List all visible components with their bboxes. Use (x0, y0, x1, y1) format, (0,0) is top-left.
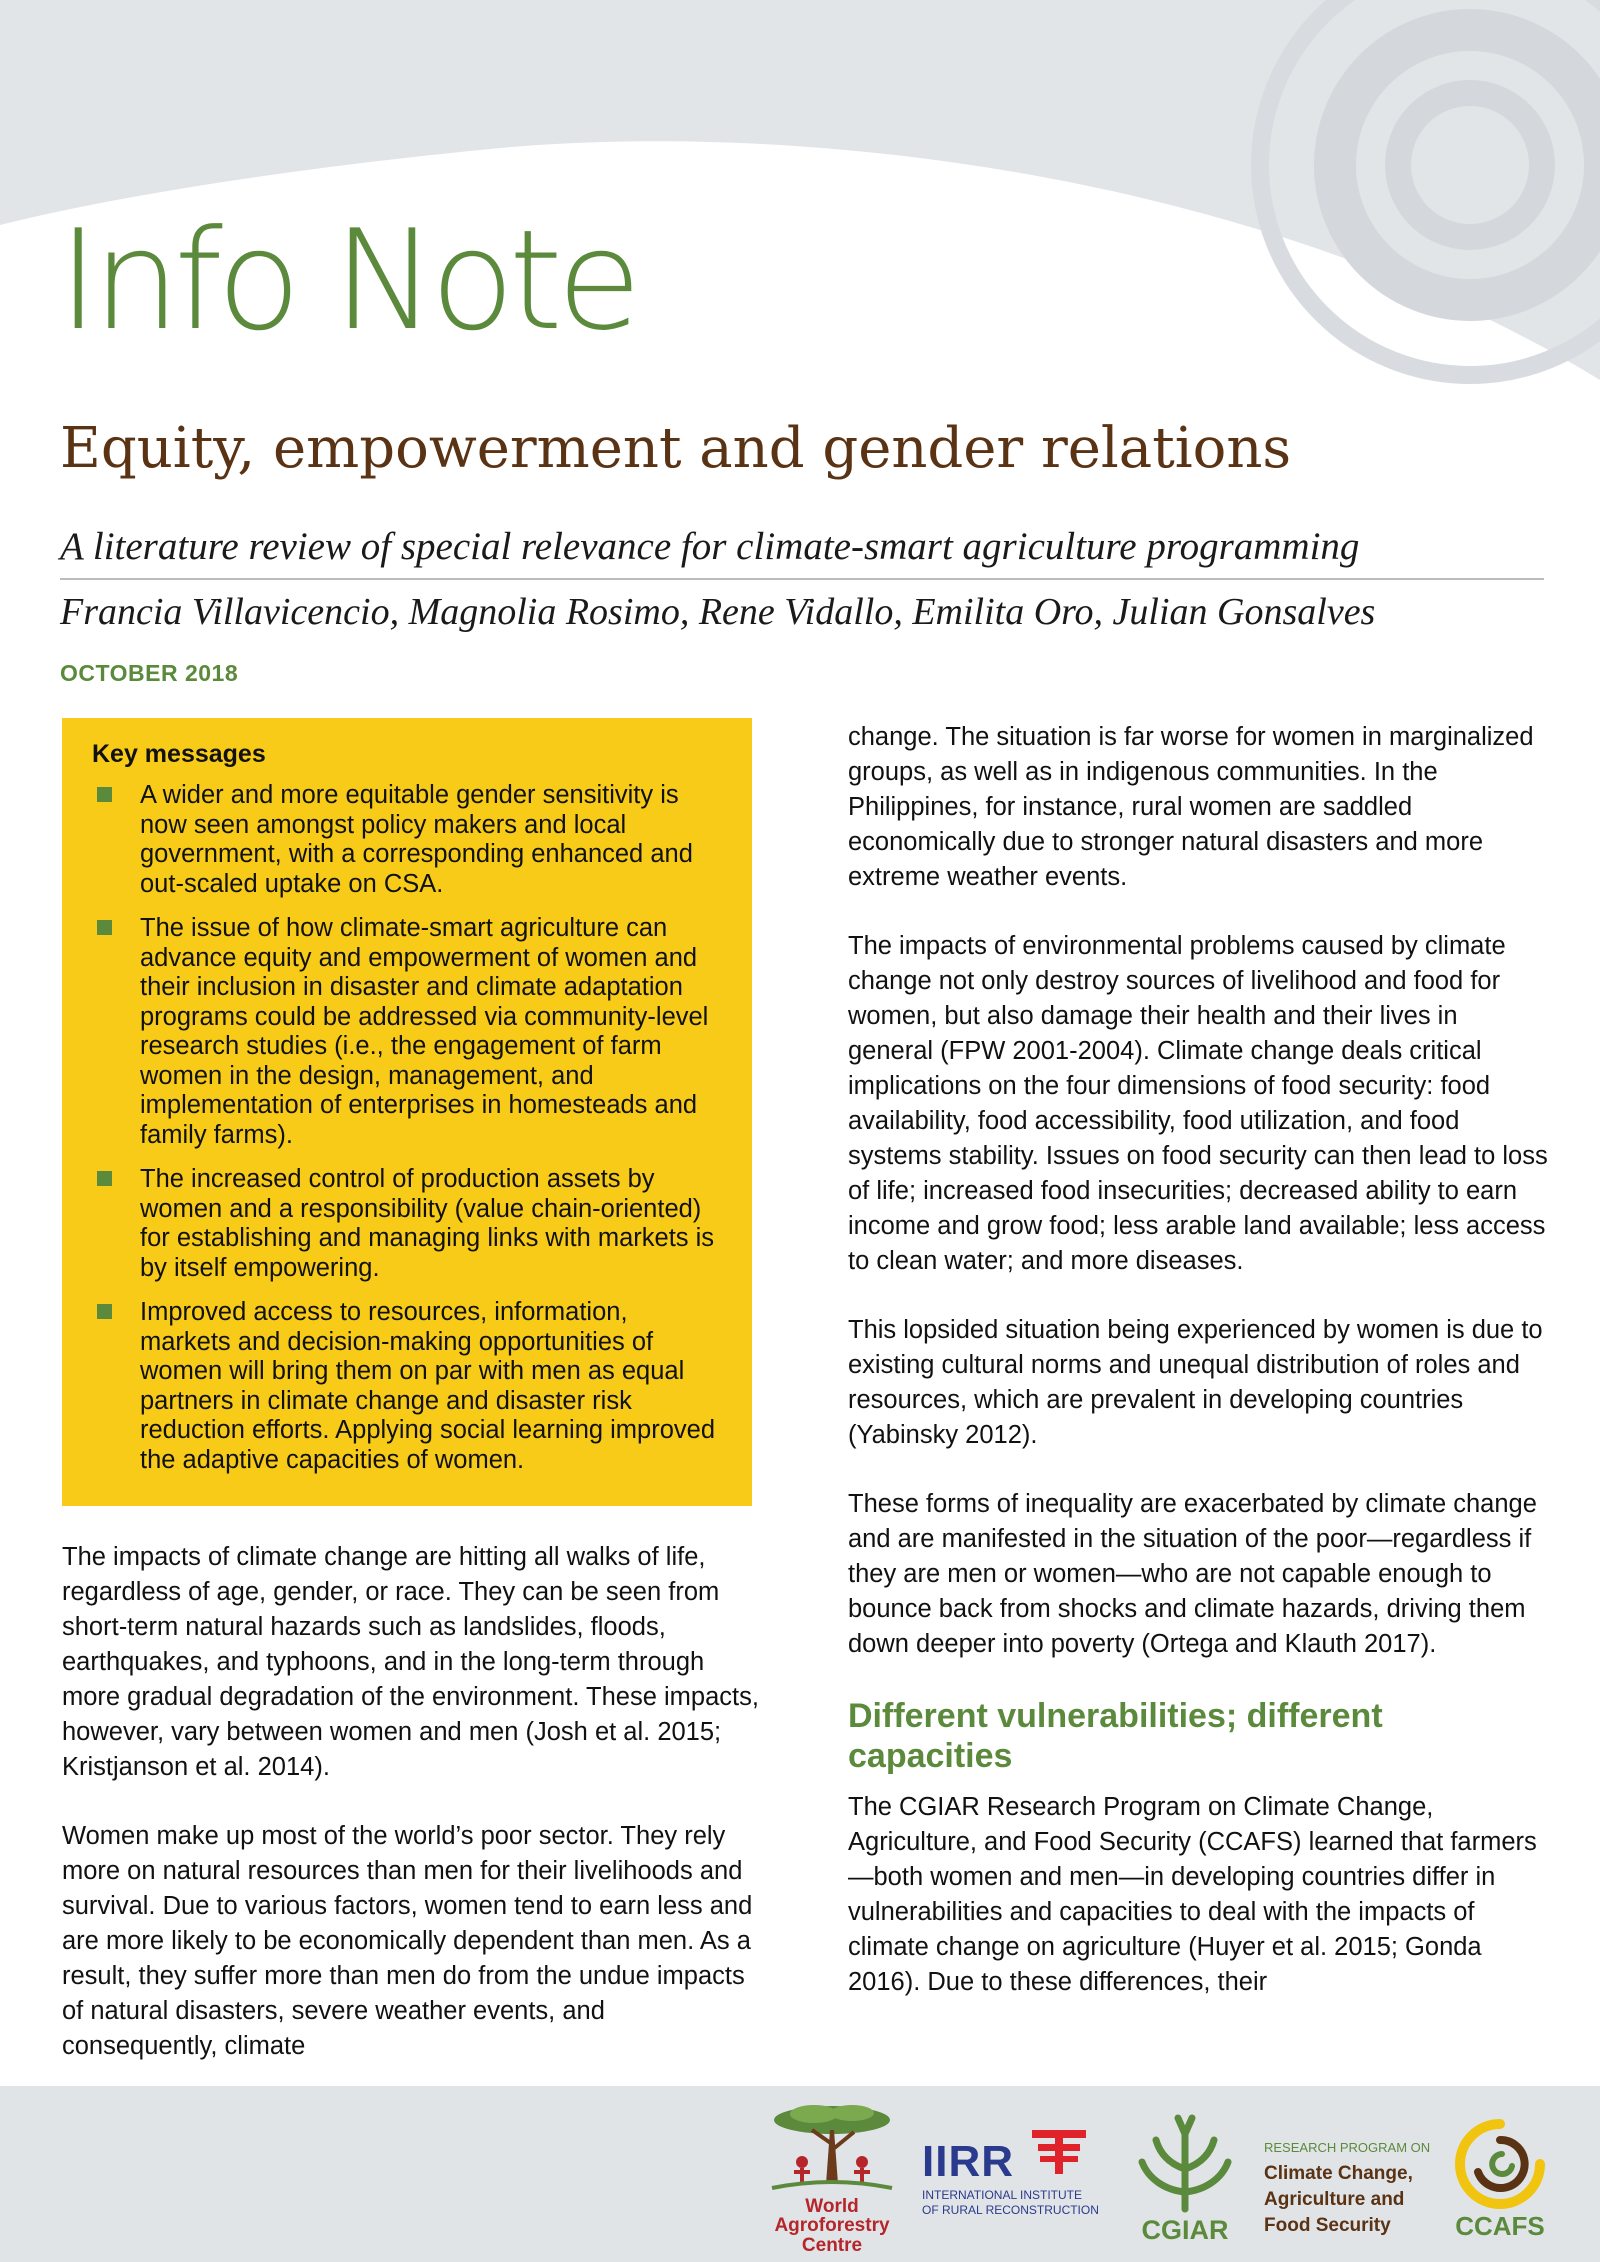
page-title: Equity, empowerment and gender relations (60, 416, 1292, 481)
cgiar-logo (1130, 2114, 1240, 2246)
ccafs-swirl-icon (1450, 2114, 1550, 2212)
right-column (848, 720, 1548, 2000)
body-paragraph: The impacts of climate change are hitting all walks of life, regardless of age, gender, or race. They can be seen from short-term natural hazards such as landslides, floods, earthquakes, and typhoons, and in the long-term through more gradual degradation of the environment. These impacts, however, vary between women and men (Josh et al. 2015; Kristjanson et al. 2014). (62, 1543, 759, 1781)
cgiar-plant-icon (1130, 2114, 1240, 2214)
cgiar-label: CGIAR (1141, 2215, 1229, 2245)
footer-logo-bar (0, 2086, 1600, 2262)
body-paragraph: This lopsided situation being experienced by women is due to existing cultural norms and unequal distribution of roles and resources, which are prevalent in developing countries (Yabinsky 2012). (848, 1316, 1543, 1449)
key-message-text: A wider and more equitable gender sensitivity is now seen amongst policy makers and local government, with a corresponding enhanced and out-scaled uptake on CSA. (140, 781, 693, 898)
key-message-item (92, 781, 722, 899)
key-message-item (92, 1165, 722, 1283)
left-column (62, 1540, 762, 2098)
iirr-logo (922, 2136, 1107, 2218)
icraf-name-line: Centre (801, 2234, 863, 2256)
authors: Francia Villavicencio, Magnolia Rosimo, Rene Vidallo, Emilita Oro, Julian Gonsalves (60, 591, 1376, 633)
icraf-name-line: World (805, 2196, 859, 2217)
program-name-line: Climate Change, (1264, 2163, 1413, 2184)
research-program-logo (1264, 2140, 1454, 2239)
key-messages-heading: Key messages (92, 740, 266, 768)
ccafs-logo (1450, 2114, 1550, 2242)
square-bullet-icon (97, 920, 112, 935)
body-paragraph: The impacts of environmental problems caused by climate change not only destroy sources of livelihood and food for women, but also damage their health and their lives in general (FPW 2001-2004). Climate change deals critical implications on the four dimensions of food security: food availability, food accessibility, food utilization, and food systems stability. Issues on food security can then lead to loss of life; increased food insecurities; decreased ability to earn income and grow food; less arable land available; less access to clean water; and more diseases. (848, 932, 1548, 1275)
page-subtitle: A literature review of special relevance for climate-smart agriculture programming (60, 525, 1360, 568)
body-paragraph: The CGIAR Research Program on Climate Change, Agriculture, and Food Security (CCAFS) learned that farmers—both women and men—in developing countries differ in vulnerabilities and capacities to deal with the impacts of climate change on agriculture (Huyer et al. 2015; Gonda 2016). Due to these differences, their (848, 1793, 1537, 1996)
body-paragraph: change. The situation is far worse for women in marginalized groups, as well as in indigenous communities. In the Philippines, for instance, rural women are saddled economically due to stronger natural disasters and more extreme weather events. (848, 723, 1534, 891)
square-bullet-icon (97, 1304, 112, 1319)
section-heading: Different vulnerabilities; different capacities (848, 1697, 1383, 1775)
icraf-name-line: Agroforestry (774, 2215, 890, 2237)
acacia-tree-people-icon (762, 2100, 902, 2192)
iirr-name-line: INTERNATIONAL INSTITUTE (922, 2188, 1083, 2202)
square-bullet-icon (97, 1171, 112, 1186)
key-messages-box (62, 718, 752, 1506)
iirr-emblem-icon (1026, 2124, 1092, 2176)
iirr-name-line: OF RURAL RECONSTRUCTION (922, 2203, 1099, 2217)
key-message-text: The issue of how climate-smart agriculture can advance equity and empowerment of women and their inclusion in disaster and climate adaptation programs could be addressed via community-level research studies (i.e., the engagement of farm women in the design, management, and implementation of enterprises in homesteads and family farms). (140, 914, 709, 1149)
publication-date: OCTOBER 2018 (60, 660, 239, 686)
body-paragraph: Women make up most of the world’s poor sector. They rely more on natural resources than men for their livelihoods and survival. Due to various factors, women tend to earn less and are more likely to be economically dependent than men. As a result, they suffer more than men do from the undue impacts of natural disasters, severe weather events, and consequently, climate (62, 1822, 753, 2060)
body-paragraph: These forms of inequality are exacerbated by climate change and are manifested in the situation of the poor—regardless if they are men or women—who are not capable enough to bounce back from shocks and climate hazards, driving them down deeper into poverty (Ortega and Klauth 2017). (848, 1490, 1537, 1658)
ccafs-label: CCAFS (1455, 2211, 1545, 2241)
key-messages-list (92, 781, 722, 1475)
program-name-line: Food Security (1264, 2215, 1391, 2236)
icraf-logo (762, 2100, 902, 2255)
key-message-item (92, 1298, 722, 1475)
key-message-text: The increased control of production assets by women and a responsibility (value chain-oriented) for establishing and managing links with markets is by itself empowering. (140, 1165, 715, 1282)
key-message-text: Improved access to resources, information, markets and decision-making opportunities of women will bring them on par with men as equal partners in climate change and disaster risk reduction efforts. Applying social learning improved the adaptive capacities of women. (140, 1298, 716, 1474)
info-note-brand-title: Info Note (58, 200, 636, 361)
key-message-item (92, 914, 722, 1150)
program-name-line: Agriculture and (1264, 2189, 1405, 2210)
header-divider (60, 578, 1544, 580)
iirr-abbreviation: IIRR (922, 2137, 1014, 2186)
square-bullet-icon (97, 787, 112, 802)
research-program-kicker: RESEARCH PROGRAM ON (1264, 2140, 1431, 2155)
